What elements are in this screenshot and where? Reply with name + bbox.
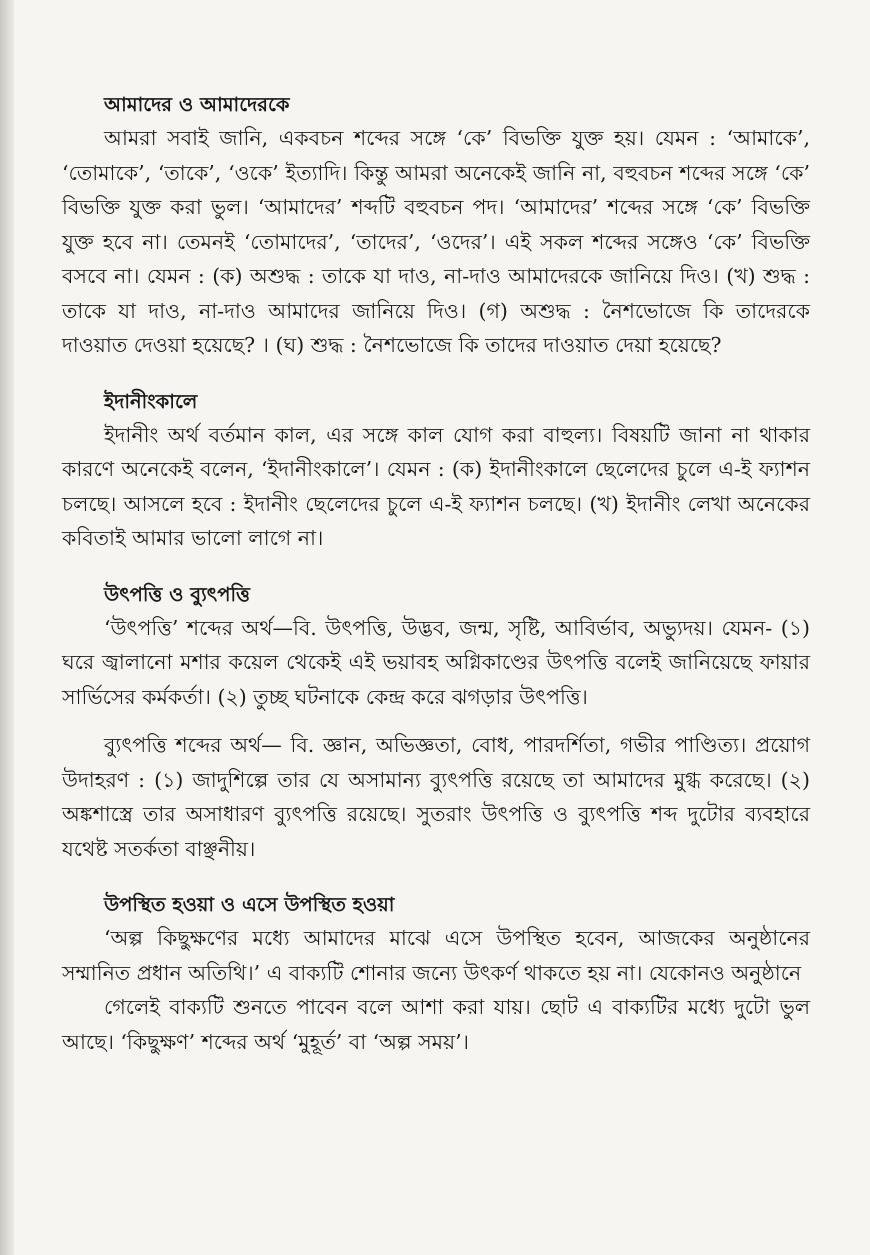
- section-paragraph: ব্যুৎপত্তি শব্দের অর্থ— বি. জ্ঞান, অভিজ্ঞতা, বোধ, পারদর্শিতা, গভীর পাণ্ডিত্য। প্রয়োগ উদাহরণ : (১) জাদুশিল্পে তার যে অসামান্য ব্যুৎপত্তি রয়েছে তা আমাদের মুগ্ধ করেছে। (২) অঙ্কশাস্ত্রে তার অসাধারণ ব্যুৎপত্তি রয়েছে। সুতরাং উৎপত্তি ও ব্যুৎপত্তি শব্দ দুটোর ব্যবহারে যথেষ্ট সতর্কতা বাঞ্ছনীয়।: [62, 733, 810, 861]
- section-paragraph: ‘অল্প কিছুক্ষণের মধ্যে আমাদের মাঝে এসে উপস্থিত হবেন, আজকের অনুষ্ঠানের সম্মানিত প্রধান অতিথি।’ এ বাক্যটি শোনার জন্যে উৎকর্ণ থাকতে হয় না। যেকোনও অনুষ্ঠানে: [62, 926, 810, 985]
- section-heading: উপস্থিত হওয়া ও এসে উপস্থিত হওয়া: [104, 893, 395, 916]
- section-paragraph: আমরা সবাই জানি, একবচন শব্দের সঙ্গে ‘কে’ বিভক্তি যুক্ত হয়। যেমন : ‘আমাকে’, ‘তোমাকে’, ‘তাকে’, ‘ওকে’ ইত্যাদি। কিন্তু আমরা অনেকেই জানি না, বহুবচন শব্দের সঙ্গে ‘কে’ বিভক্তি যুক্ত করা ভুল। ‘আমাদের’ শব্দটি বহুবচন পদ। ‘আমাদের’ শব্দের সঙ্গে ‘কে’ বিভক্তি যুক্ত হবে না। তেমনই ‘তোমাদের’, ‘তাদের’, ‘ওদের’। এই সকল শব্দের সঙ্গেও ‘কে’ বিভক্তি বসবে না। যেমন : (ক) অশুদ্ধ : তাকে যা দাও, না-দাও আমাদেরকে জানিয়ে দিও। (খ) শুদ্ধ : তাকে যা দাও, না-দাও আমাদের জানিয়ে দিও। (গ) অশুদ্ধ : নৈশভোজে কি তাদেরকে দাওয়াত দেওয়া হয়েছে? । (ঘ) শুদ্ধ : নৈশভোজে কি তাদের দাওয়াত দেয়া হয়েছে?: [62, 126, 810, 357]
- section-paragraph: গেলেই বাক্যটি শুনতে পাবেন বলে আশা করা যায়। ছোট এ বাক্যটির মধ্যে দুটো ভুল আছে। ‘কিছুক্ষণ’ শব্দের অর্থ ‘মুহূর্ত’ বা ‘অল্প সময়’।: [62, 995, 810, 1054]
- section-idaningkale: [62, 385, 810, 556]
- page-gutter-shadow: [0, 0, 14, 1255]
- section-paragraph: ‘উৎপত্তি’ শব্দের অর্থ—বি. উৎপত্তি, উদ্ভব, জন্ম, সৃষ্টি, আবির্ভাব, অভ্যুদয়। যেমন- (১) ঘরে জ্বালানো মশার কয়েল থেকেই এই ভয়াবহ অগ্নিকাণ্ডের উৎপত্তি বলেই জানিয়েছে ফায়ার সার্ভিসের কর্মকর্তা। (২) তুচ্ছ ঘটনাকে কেন্দ্র করে ঝগড়ার উৎপত্তি।: [62, 615, 810, 709]
- section-heading: ইদানীংকালে: [104, 389, 198, 413]
- section-heading: উৎপত্তি ও ব্যুৎপত্তি: [104, 582, 250, 606]
- section-amader: [62, 88, 810, 363]
- section-heading: আমাদের ও আমাদেরকে: [104, 93, 290, 116]
- section-paragraph: ইদানীং অর্থ বর্তমান কাল, এর সঙ্গে কাল যোগ করা বাহুল্য। বিষয়টি জানা না থাকার কারণে অনেকেই বলেন, ‘ইদানীংকালে’। যেমন : (ক) ইদানীংকালে ছেলেদের চুলে এ-ই ফ্যাশন চলছে। আসলে হবে : ইদানীং ছেলেদের চুলে এ-ই ফ্যাশন চলছে। (খ) ইদানীং লেখা অনেকের কবিতাই আমার ভালো লাগে না।: [62, 422, 810, 550]
- section-utpotti: [62, 578, 810, 867]
- section-upasthit: [62, 888, 810, 1059]
